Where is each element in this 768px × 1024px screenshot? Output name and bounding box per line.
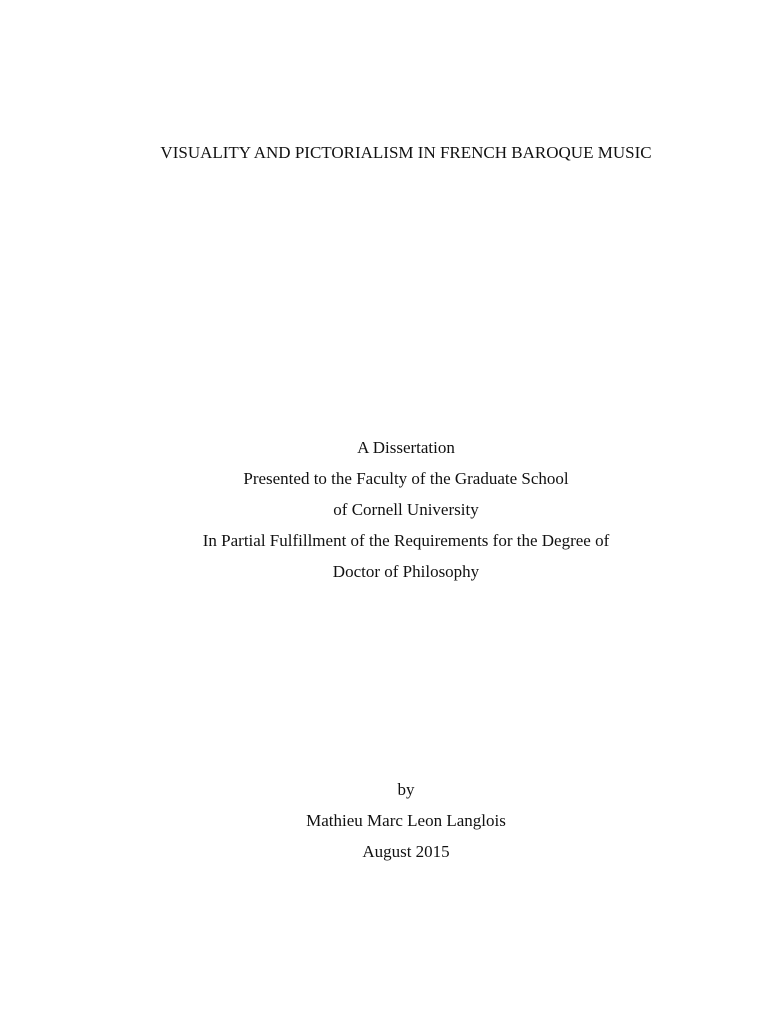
statement-line-degree: Doctor of Philosophy <box>332 562 480 581</box>
statement-line-presented: Presented to the Faculty of the Graduate School <box>243 469 569 488</box>
statement-line-fulfillment: In Partial Fulfillment of the Requirements for the Degree of <box>202 531 610 550</box>
dissertation-title: VISUALITY AND PICTORIALISM IN FRENCH BAROQUE MUSIC <box>160 143 652 162</box>
submission-date: August 2015 <box>362 842 450 861</box>
author-name: Mathieu Marc Leon Langlois <box>306 811 506 830</box>
by-label: by <box>397 780 415 799</box>
statement-line-dissertation: A Dissertation <box>357 438 455 457</box>
statement-line-university: of Cornell University <box>333 500 479 519</box>
